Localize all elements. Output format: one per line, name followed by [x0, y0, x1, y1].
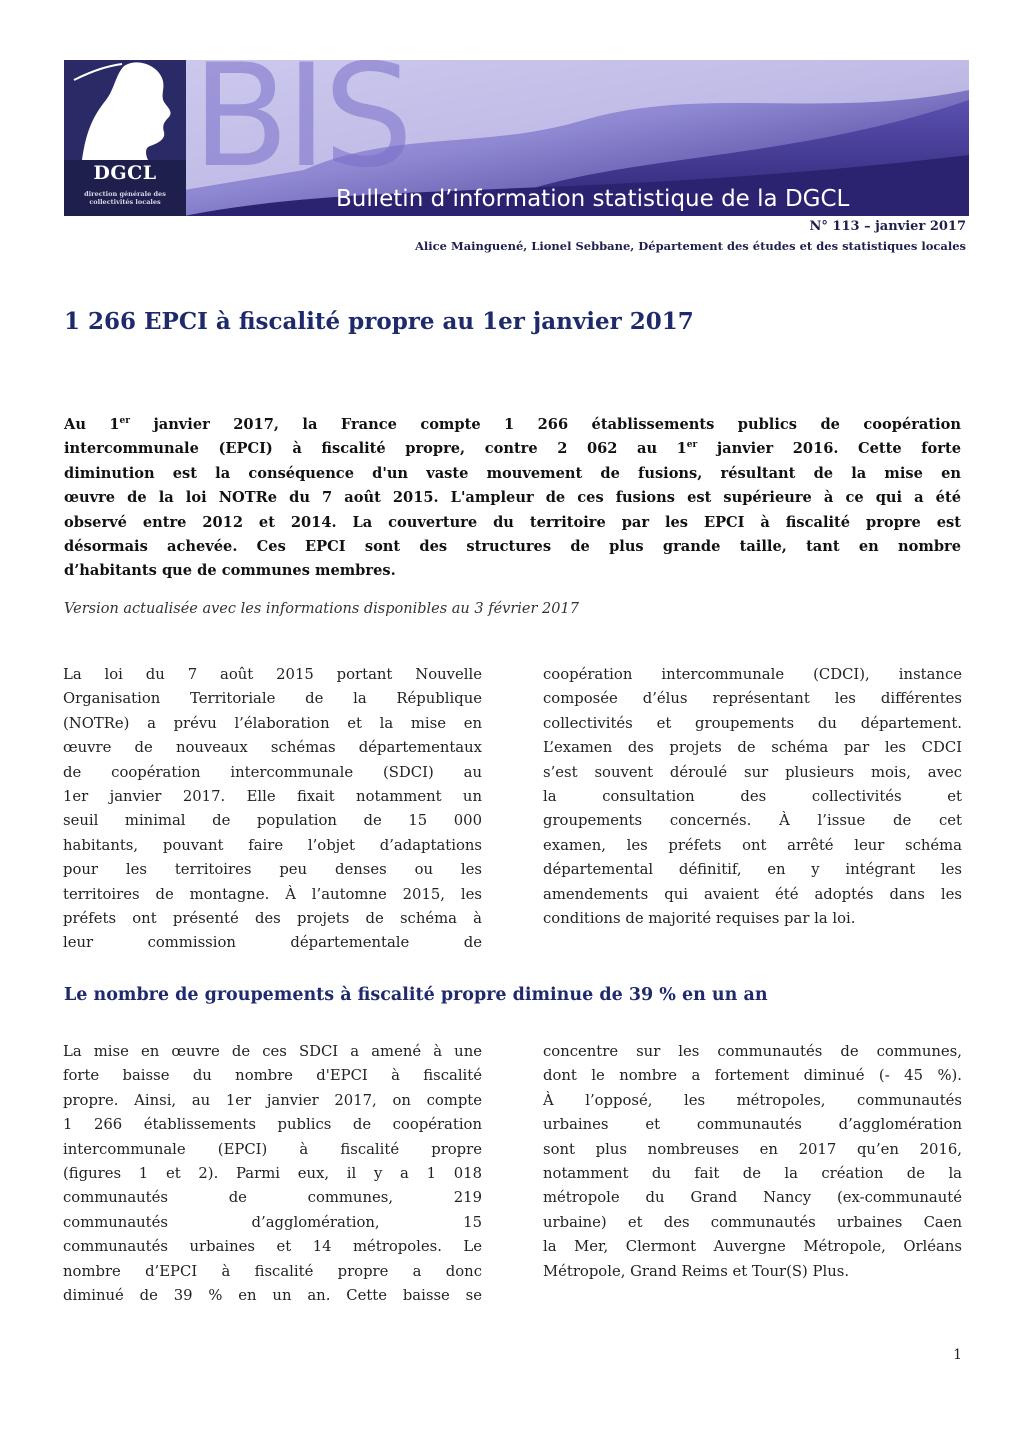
abstract-line: œuvre de la loi NOTRe du 7 août 2015. L'ampleur de ces fusions est supérieure à ce qui a été [64, 489, 961, 507]
page-number: 1 [953, 1347, 962, 1363]
abstract-line: observé entre 2012 et 2014. La couverture du territoire par les EPCI à fiscalité propre est [64, 513, 961, 531]
abstract-line: d’habitants que de communes membres. [64, 562, 396, 580]
body-line: coopération intercommunale (CDCI), instance [543, 666, 962, 683]
body-line: intercommunale (EPCI) à fiscalité propre [63, 1140, 482, 1158]
body-line: diminué de 39 % en un an. Cette baisse se [63, 1287, 482, 1305]
marianne-profile-icon [64, 60, 186, 160]
banner-title: Bulletin d’information statistique de la DGCL [336, 186, 850, 212]
issue-number: N° 113 – janvier 2017 [809, 219, 966, 234]
body-line: départemental définitif, en y intégrant les [543, 861, 962, 879]
abstract [64, 413, 961, 584]
ordinal-superscript: er [686, 440, 698, 451]
body-line: seuil minimal de population de 15 000 [63, 812, 482, 830]
body-line: concentre sur les communautés de communes, [543, 1043, 962, 1060]
body-line: communautés d’agglomération, 15 [63, 1213, 482, 1231]
abstract-text: Au 1 [64, 416, 120, 433]
body-line: pour les territoires peu denses ou les [63, 861, 482, 879]
body-line: propre. Ainsi, au 1er janvier 2017, on compte [63, 1091, 482, 1109]
body-line: 1er janvier 2017. Elle fixait notamment un [63, 788, 482, 806]
body-line: communautés urbaines et 14 métropoles. Le [63, 1238, 482, 1256]
abstract-line: diminution est la conséquence d'un vaste mouvement de fusions, résultant de la mise en [64, 464, 961, 482]
section-heading: Le nombre de groupements à fiscalité propre diminue de 39 % en un an [64, 985, 768, 1005]
body-line: sont plus nombreuses en 2017 qu’en 2016, [543, 1140, 962, 1158]
body-line: forte baisse du nombre d'EPCI à fiscalité [63, 1067, 482, 1085]
body-line: composée d’élus représentant les différentes [543, 690, 962, 708]
body-line: communautés de communes, 219 [63, 1189, 482, 1207]
abstract-line [64, 413, 961, 437]
body-line: Métropole, Grand Reims et Tour(S) Plus. [543, 1262, 850, 1280]
section1-left-column [63, 663, 482, 956]
body-line: collectivités et groupements du département. [543, 714, 962, 732]
body-line: 1 266 établissements publics de coopération [63, 1116, 482, 1134]
body-line: préfets ont présenté des projets de schéma à [63, 910, 482, 928]
section1-right-column [543, 663, 962, 931]
body-line: dont le nombre a fortement diminué (- 45 %). [543, 1067, 962, 1085]
body-line: conditions de majorité requises par la loi. [543, 910, 856, 928]
body-line: À l’opposé, les métropoles, communautés [543, 1091, 962, 1109]
abstract-line: désormais achevée. Ces EPCI sont des structures de plus grande taille, tant en nombre [64, 538, 961, 556]
body-line: métropole du Grand Nancy (ex-communauté [543, 1189, 962, 1207]
body-line: urbaine) et des communautés urbaines Caen [543, 1213, 962, 1231]
body-line: notamment du fait de la création de la [543, 1165, 962, 1183]
body-line: la Mer, Clermont Auvergne Métropole, Orléans [543, 1238, 962, 1256]
ordinal-superscript: er [119, 416, 131, 426]
body-line: de coopération intercommunale (SDCI) au [63, 763, 482, 781]
version-note: Version actualisée avec les informations disponibles au 3 février 2017 [64, 601, 579, 617]
abstract-text: janvier 2016. Cette forte [697, 440, 961, 458]
dgcl-logo [64, 60, 186, 216]
body-line: la consultation des collectivités et [543, 788, 962, 806]
section2-left-column [63, 1040, 482, 1308]
authors-line: Alice Mainguené, Lionel Sebbane, Département des études et des statistiques locales [415, 239, 966, 253]
body-line: examen, les préfets ont arrêté leur schéma [543, 836, 962, 854]
body-line: habitants, pouvant faire l’objet d’adaptations [63, 836, 482, 854]
abstract-line [64, 437, 961, 461]
body-line: (NOTRe) a prévu l’élaboration et la mise en [63, 714, 482, 732]
abstract-text: intercommunale (EPCI) à fiscalité propre, contre 2 062 au 1 [64, 440, 687, 458]
body-line: groupements concernés. À l’issue de cet [543, 812, 962, 830]
dgcl-logo-subtitle: direction générale des collectivités locales [84, 190, 166, 206]
body-line: nombre d’EPCI à fiscalité propre a donc [63, 1262, 482, 1280]
body-line: L’examen des projets de schéma par les CDCI [543, 739, 962, 757]
body-line: territoires de montagne. À l’automne 2015, les [63, 885, 482, 903]
body-line: œuvre de nouveaux schémas départementaux [63, 739, 482, 757]
body-line: (figures 1 et 2). Parmi eux, il y a 1 018 [63, 1165, 482, 1183]
body-line: s’est souvent déroulé sur plusieurs mois, avec [543, 763, 962, 781]
body-line: urbaines et communautés d’agglomération [543, 1116, 962, 1134]
body-line: La mise en œuvre de ces SDCI a amené à une [63, 1043, 482, 1060]
body-line: leur commission départementale de [63, 934, 482, 952]
document-title: 1 266 EPCI à fiscalité propre au 1er janvier 2017 [64, 308, 694, 335]
dgcl-logo-text: DGCL [93, 162, 157, 184]
body-line: Organisation Territoriale de la République [63, 690, 482, 708]
abstract-text: janvier 2017, la France compte 1 266 établissements publics de coopération [130, 416, 961, 433]
section2-right-column [543, 1040, 962, 1284]
body-line: amendements qui avaient été adoptés dans les [543, 885, 962, 903]
body-line: La loi du 7 août 2015 portant Nouvelle [63, 666, 482, 683]
bis-banner [64, 60, 969, 216]
bis-logo-letters: BIS [192, 60, 410, 199]
